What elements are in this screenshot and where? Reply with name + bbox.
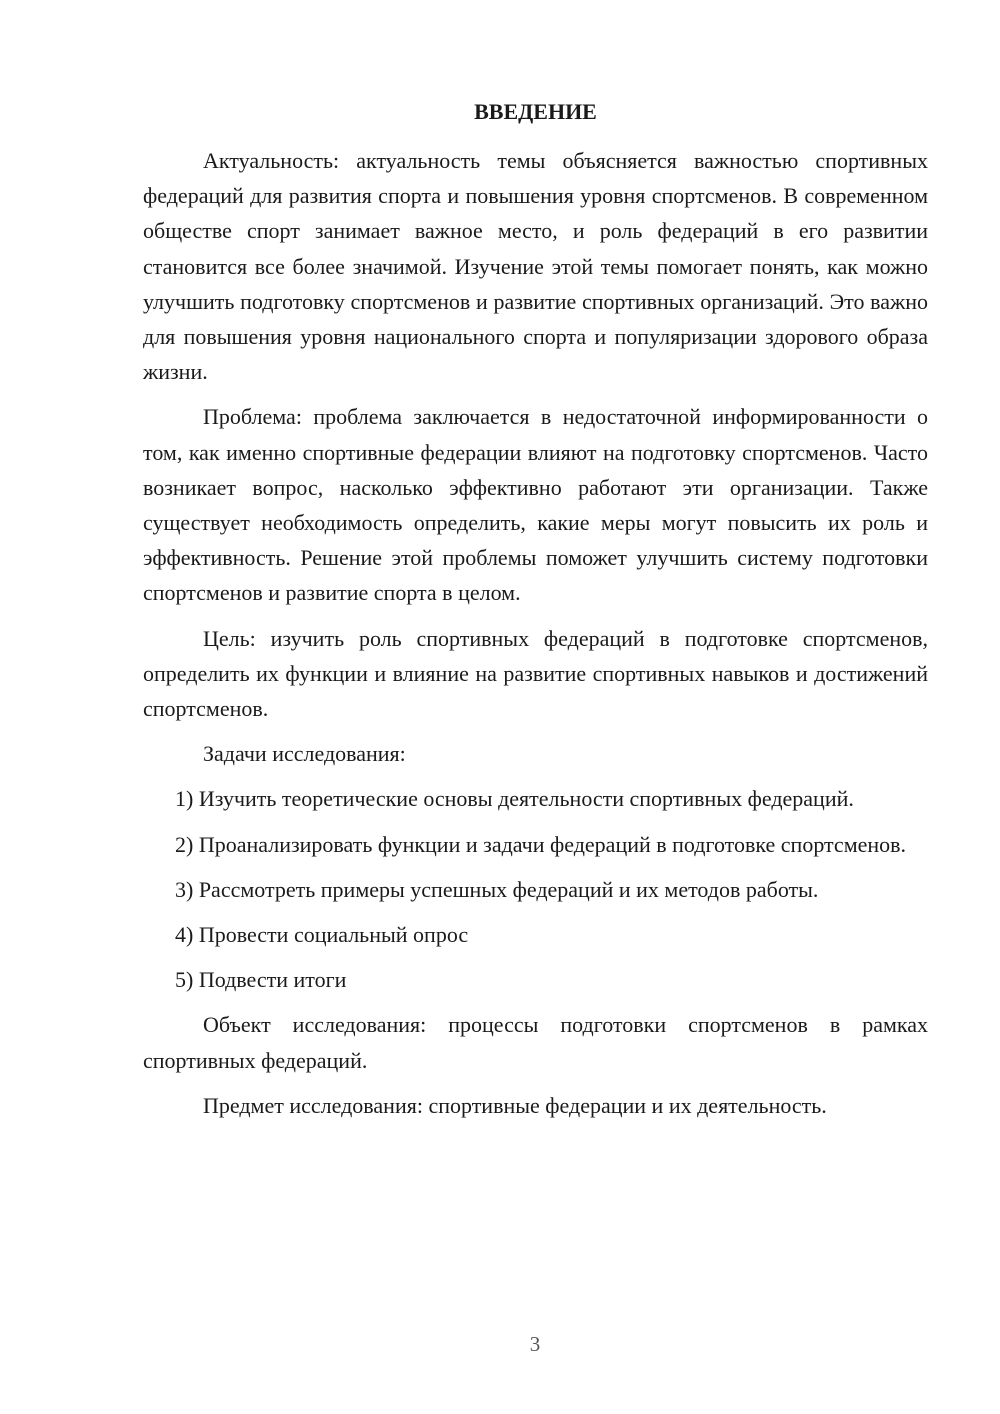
list-item: 4) Провести социальный опрос: [175, 922, 469, 948]
list-item: 5) Подвести итоги: [175, 967, 347, 993]
page-number: 3: [529, 1332, 541, 1356]
tasks-heading: Задачи исследования:: [203, 741, 406, 767]
paragraph-subject: Предмет исследования: спортивные федерации и их деятельность.: [203, 1092, 827, 1118]
task-list: [143, 781, 928, 997]
page-title: ВВЕДЕНИЕ: [474, 99, 597, 124]
document-page: [143, 94, 928, 1123]
list-item: 3) Рассмотреть примеры успешных федераций и их методов работы.: [175, 876, 819, 902]
paragraph-goal: Цель: изучить роль спортивных федераций в подготовке спортсменов, определить их функции и влияние на развитие спортивных навыков и достижений спортсменов.: [143, 625, 928, 722]
paragraph-problem: Проблема: проблема заключается в недостаточной информированности о том, как именно спортивные федерации влияют на подготовку спортсменов. Часто возникает вопрос, насколько эффективно работают эти организации. Также существует необходимость определить, какие меры могут повысить их роль и эффективность. Решение этой проблемы поможет улучшить систему подготовки спортсменов и развитие спорта в целом.: [143, 404, 928, 606]
list-item: 1) Изучить теоретические основы деятельности спортивных федераций.: [175, 786, 854, 812]
list-item: 2) Проанализировать функции и задачи федераций в подготовке спортсменов.: [175, 831, 907, 857]
paragraph-relevance: Актуальность: актуальность темы объясняется важностью спортивных федераций для развития спорта и повышения уровня спортсменов. В современном обществе спорт занимает важное место, и роль федераций в его развитии становится все более значимой. Изучение этой темы помогает понять, как можно улучшить подготовку спортсменов и развитие спортивных организаций. Это важно для повышения уровня национального спорта и популяризации здорового образа жизни.: [143, 148, 928, 385]
paragraph-object: Объект исследования: процессы подготовки спортсменов в рамках спортивных федераций.: [143, 1012, 928, 1073]
